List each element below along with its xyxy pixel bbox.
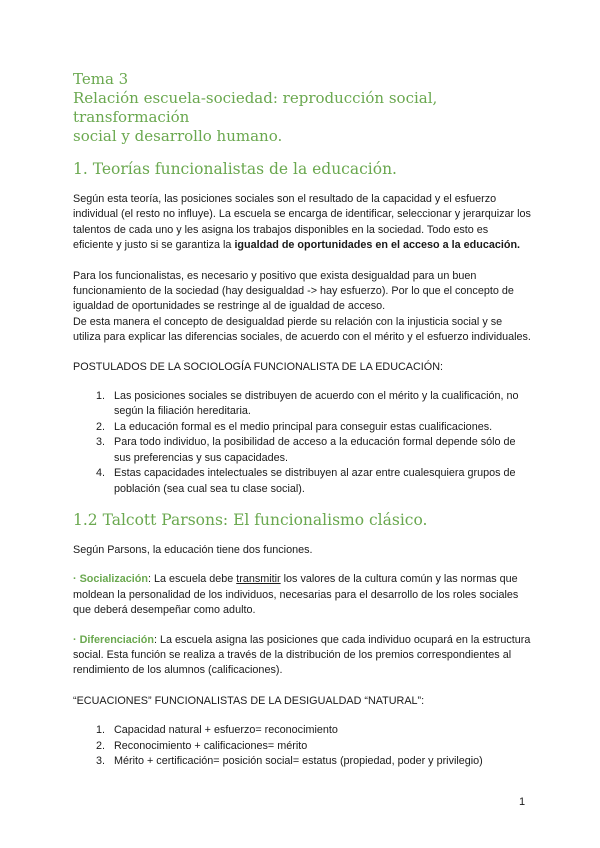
section-1-heading: 1. Teorías funcionalistas de la educación.: [73, 160, 397, 178]
ecuaciones-title: “ECUACIONES” FUNCIONALISTAS DE LA DESIGUALDAD “NATURAL”:: [73, 694, 425, 707]
paragraph-diferenciacion: [73, 633, 531, 679]
socializacion-text-pre: : La escuela debe: [148, 573, 237, 586]
list-item: 3. Mérito + certificación= posición social= estatus (propiedad, poder y privilegio): [108, 754, 531, 769]
paragraph-functionalists: Para los funcionalistas, es necesario y positivo que exista desigualdad para un buen funcionamiento de la sociedad (hay desigualdad -> hay esfuerzo). Por lo que el concepto de igualdad de oportunidades se restringe al de igualdad de acceso.: [73, 269, 514, 313]
list-item: 1. Capacidad natural + esfuerzo= reconocimiento: [108, 723, 531, 738]
socializacion-underlined: transmitir: [236, 573, 281, 586]
diferenciacion-label: · Diferenciación: [73, 633, 154, 646]
document-title: [73, 70, 531, 146]
list-item: 2. Reconocimiento + calificaciones= mérito: [108, 739, 531, 754]
paragraph-theory-text: Según esta teoría, las posiciones sociales son el resultado de la capacidad y el esfuerzo individual (el resto no influye). La escuela se encarga de identificar, seleccionar y jerarquizar los talentos de cada uno y les asigna los trabajos disponibles en la sociedad. Todo esto es eficiente y justo si se garantiza la: [73, 193, 531, 252]
diferenciacion-text: : La escuela asigna las posiciones que cada individuo ocupará en la estructura social. Esta función se realiza a través de la distribución de los premios correspondientes al rendimiento de los alumnos (calificaciones).: [73, 633, 531, 677]
ecuaciones-list: [73, 723, 531, 769]
paragraph-parsons: Según Parsons, la educación tiene dos funciones.: [73, 543, 313, 556]
page-number: 1: [519, 796, 526, 808]
title-line-2: Relación escuela-sociedad: reproducción social, transformación: [73, 89, 438, 126]
socializacion-label: · Socialización: [73, 573, 148, 586]
list-item: 4. Estas capacidades intelectuales se distribuyen al azar entre cualesquiera grupos de población (sea cual sea tu clase social).: [108, 466, 531, 497]
title-line-3: social y desarrollo humano.: [73, 127, 283, 145]
paragraph-inequality: De esta manera el concepto de desigualdad pierde su relación con la injusticia social y se utiliza para explicar las diferencias sociales, de acuerdo con el mérito y el esfuerzo individuales.: [73, 315, 531, 344]
title-line-topic: Tema 3: [73, 70, 129, 88]
socializacion-text-post: los valores de la cultura común y las normas que moldean la personalidad de los individuos, necesarias para el desarrollo de los roles sociales que deberá desempeñar como adulto.: [73, 573, 519, 617]
postulados-list: [73, 389, 531, 497]
section-2-heading: 1.2 Talcott Parsons: El funcionalismo clásico.: [73, 510, 428, 529]
document-page: [73, 70, 531, 769]
list-item: 1. Las posiciones sociales se distribuyen de acuerdo con el mérito y la cualificación, no según la filiación hereditaria.: [108, 389, 531, 420]
paragraph-socializacion: [73, 572, 531, 618]
list-item: 2. La educación formal es el medio principal para conseguir estas cualificaciones.: [108, 420, 531, 435]
paragraph-theory: [73, 192, 531, 254]
paragraph-theory-bold: igualdad de oportunidades en el acceso a la educación.: [234, 239, 521, 252]
postulados-title: POSTULADOS DE LA SOCIOLOGÍA FUNCIONALISTA DE LA EDUCACIÓN:: [73, 360, 443, 373]
list-item: 3. Para todo individuo, la posibilidad de acceso a la educación formal depende sólo de sus preferencias y sus capacidades.: [108, 435, 531, 466]
